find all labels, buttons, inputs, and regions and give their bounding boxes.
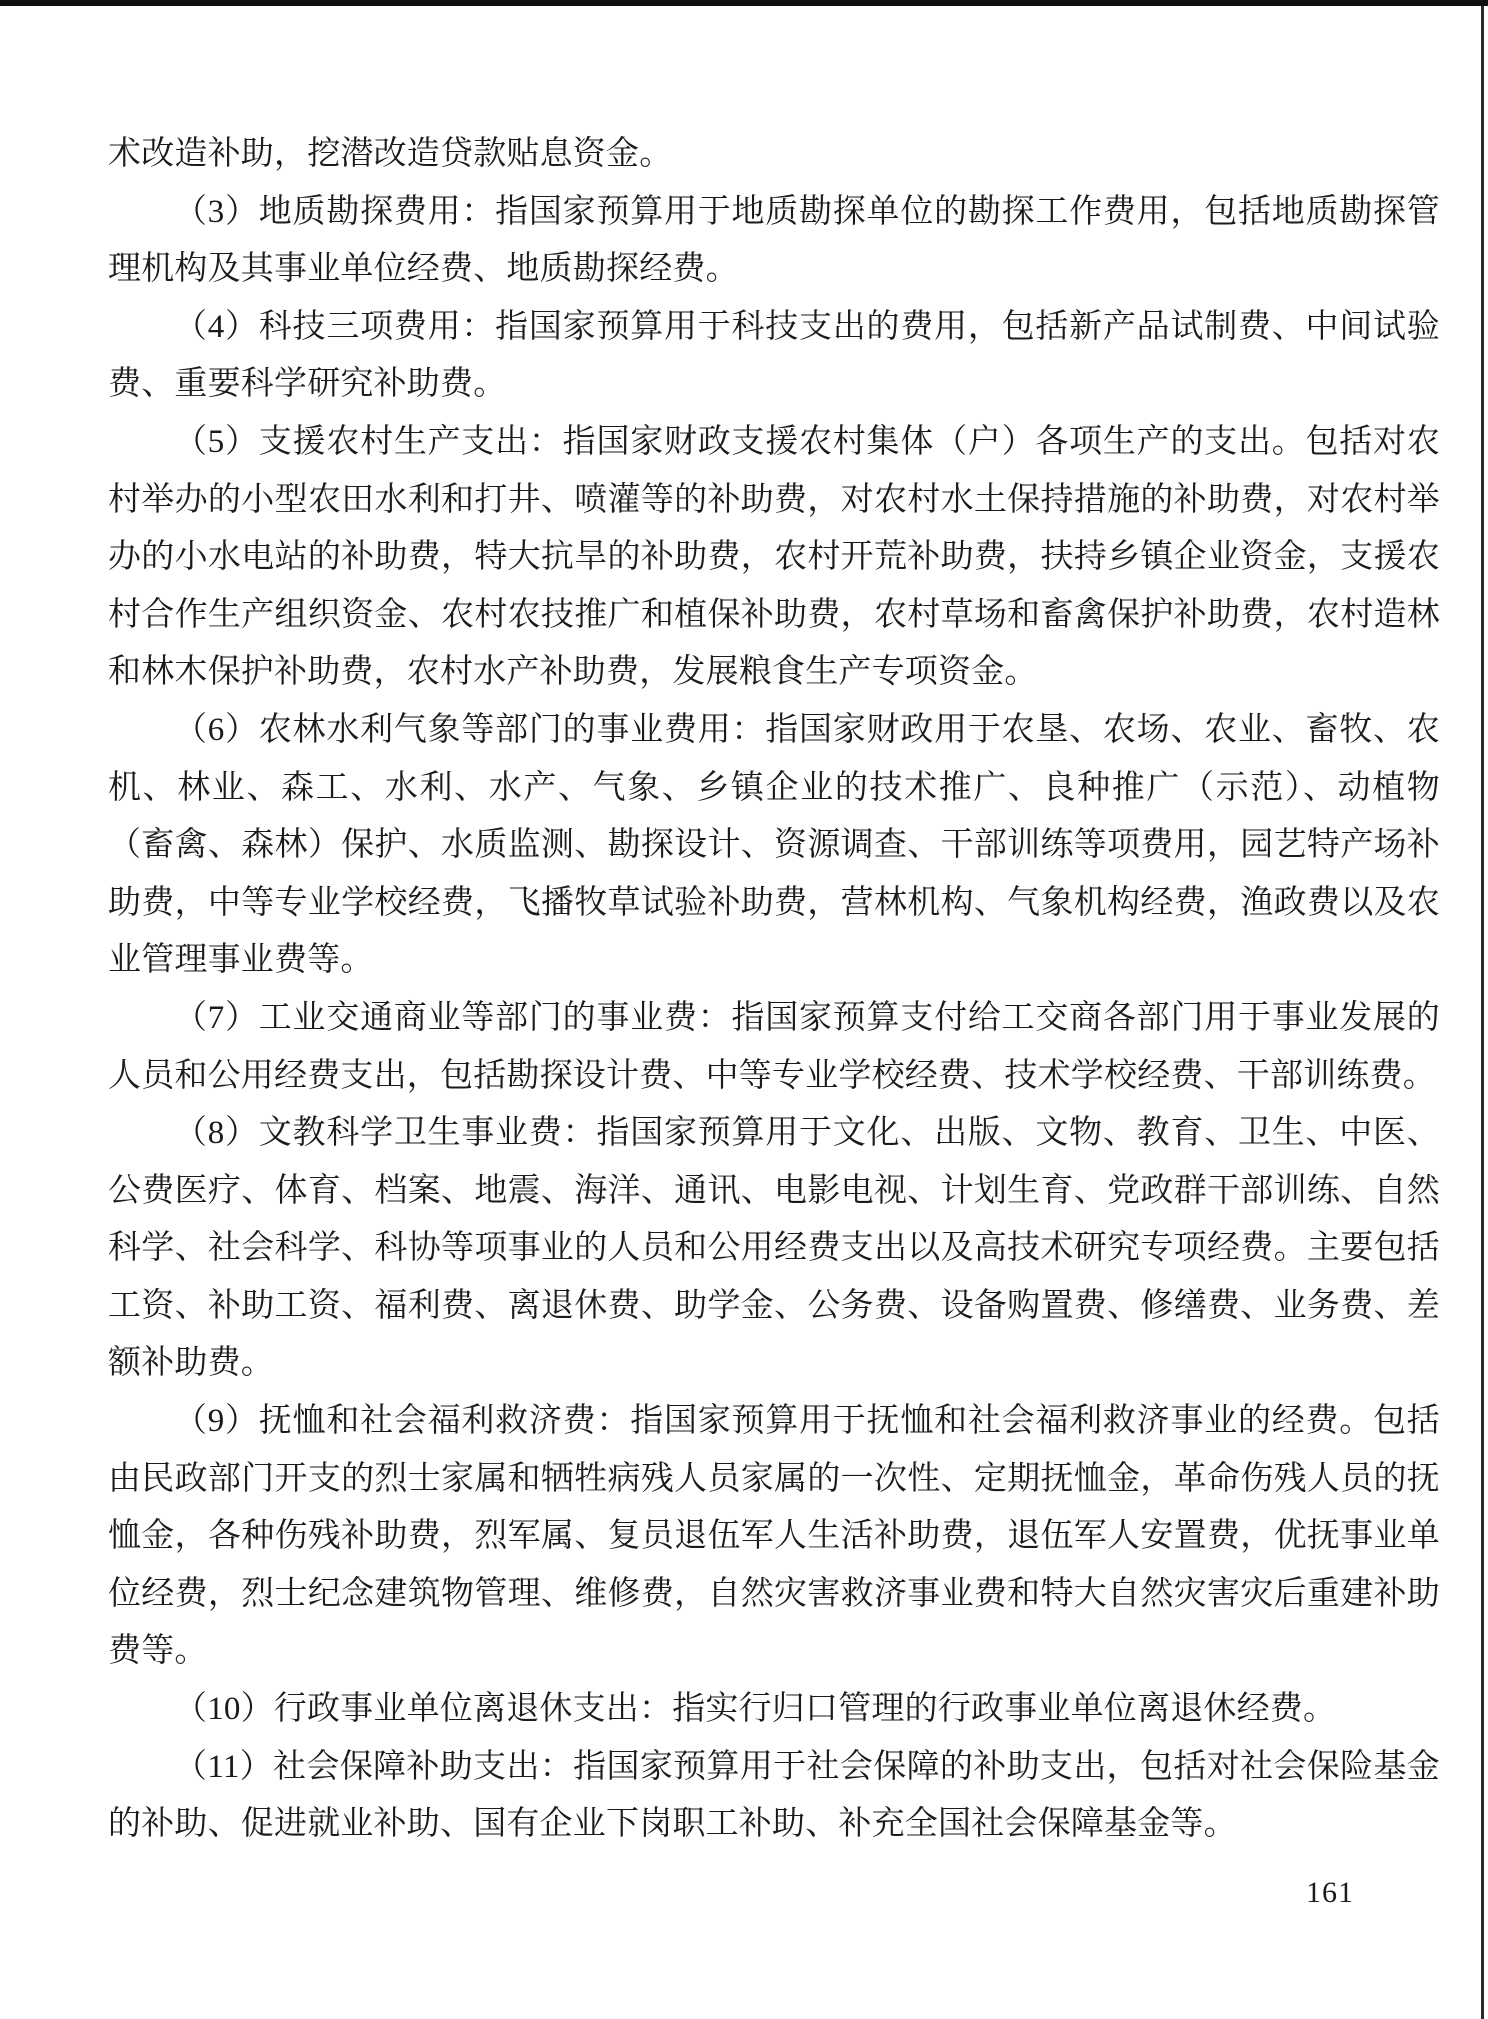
paragraph-item-5: （5）支援农村生产支出：指国家财政支援农村集体（户）各项生产的支出。包括对农村举办的小型农田水利和打井、喷灌等的补助费，对农村水土保持措施的补助费，对农村举办的小水电站的补助费，特大抗旱的补助费，农村开荒补助费，扶持乡镇企业资金，支援农村合作生产组织资金、农村农技推广和植保补助费，农村草场和畜禽保护补助费，农村造林和林木保护补助费，农村水产补助费，发展粮食生产专项资金。: [108, 423, 1440, 691]
paragraph-item-10: （10）行政事业单位离退休支出：指实行归口管理的行政事业单位离退休经费。: [174, 1691, 1337, 1728]
page-number: 161: [1306, 1876, 1354, 1909]
paragraph-item-8: （8）文教科学卫生事业费：指国家预算用于文化、出版、文物、教育、卫生、中医、公费医疗、体育、档案、地震、海洋、通讯、电影电视、计划生育、党政群干部训练、自然科学、社会科学、科协等项事业的人员和公用经费支出以及高技术研究专项经费。主要包括工资、补助工资、福利费、离退休费、助学金、公务费、设备购置费、修缮费、业务费、差额补助费。: [108, 1115, 1440, 1382]
document-body: [108, 126, 1440, 1854]
paragraph-item-9: （9）抚恤和社会福利救济费：指国家预算用于抚恤和社会福利救济事业的经费。包括由民政部门开支的烈士家属和牺牲病残人员家属的一次性、定期抚恤金，革命伤残人员的抚恤金，各种伤残补助费，烈军属、复员退伍军人生活补助费，退伍军人安置费，优抚事业单位经费，烈士纪念建筑物管理、维修费，自然灾害救济事业费和特大自然灾害灾后重建补助费等。: [108, 1403, 1440, 1670]
page-right-border: [1481, 6, 1484, 2019]
paragraph-continuation: 术改造补助，挖潜改造贷款贴息资金。: [108, 136, 673, 172]
paragraph-item-11: （11）社会保障补助支出：指国家预算用于社会保障的补助支出，包括对社会保险基金的补助、促进就业补助、国有企业下岗职工补助、补充全国社会保障基金等。: [108, 1748, 1440, 1843]
paragraph-item-6: （6）农林水利气象等部门的事业费用：指国家财政用于农垦、农场、农业、畜牧、农机、林业、森工、水利、水产、气象、乡镇企业的技术推广、良种推广（示范）、动植物（畜禽、森林）保护、水质监测、勘探设计、资源调查、干部训练等项费用，园艺特产场补助费，中等专业学校经费，飞播牧草试验补助费，营林机构、气象机构经费，渔政费以及农业管理事业费等。: [108, 711, 1440, 979]
paragraph-item-4: （4）科技三项费用：指国家预算用于科技支出的费用，包括新产品试制费、中间试验费、重要科学研究补助费。: [108, 308, 1440, 403]
page-top-border: [0, 0, 1488, 6]
paragraph-item-7: （7）工业交通商业等部门的事业费：指国家预算支付给工交商各部门用于事业发展的人员和公用经费支出，包括勘探设计费、中等专业学校经费、技术学校经费、干部训练费。: [108, 999, 1440, 1094]
paragraph-item-3: （3）地质勘探费用：指国家预算用于地质勘探单位的勘探工作费用，包括地质勘探管理机构及其事业单位经费、地质勘探经费。: [108, 193, 1440, 288]
